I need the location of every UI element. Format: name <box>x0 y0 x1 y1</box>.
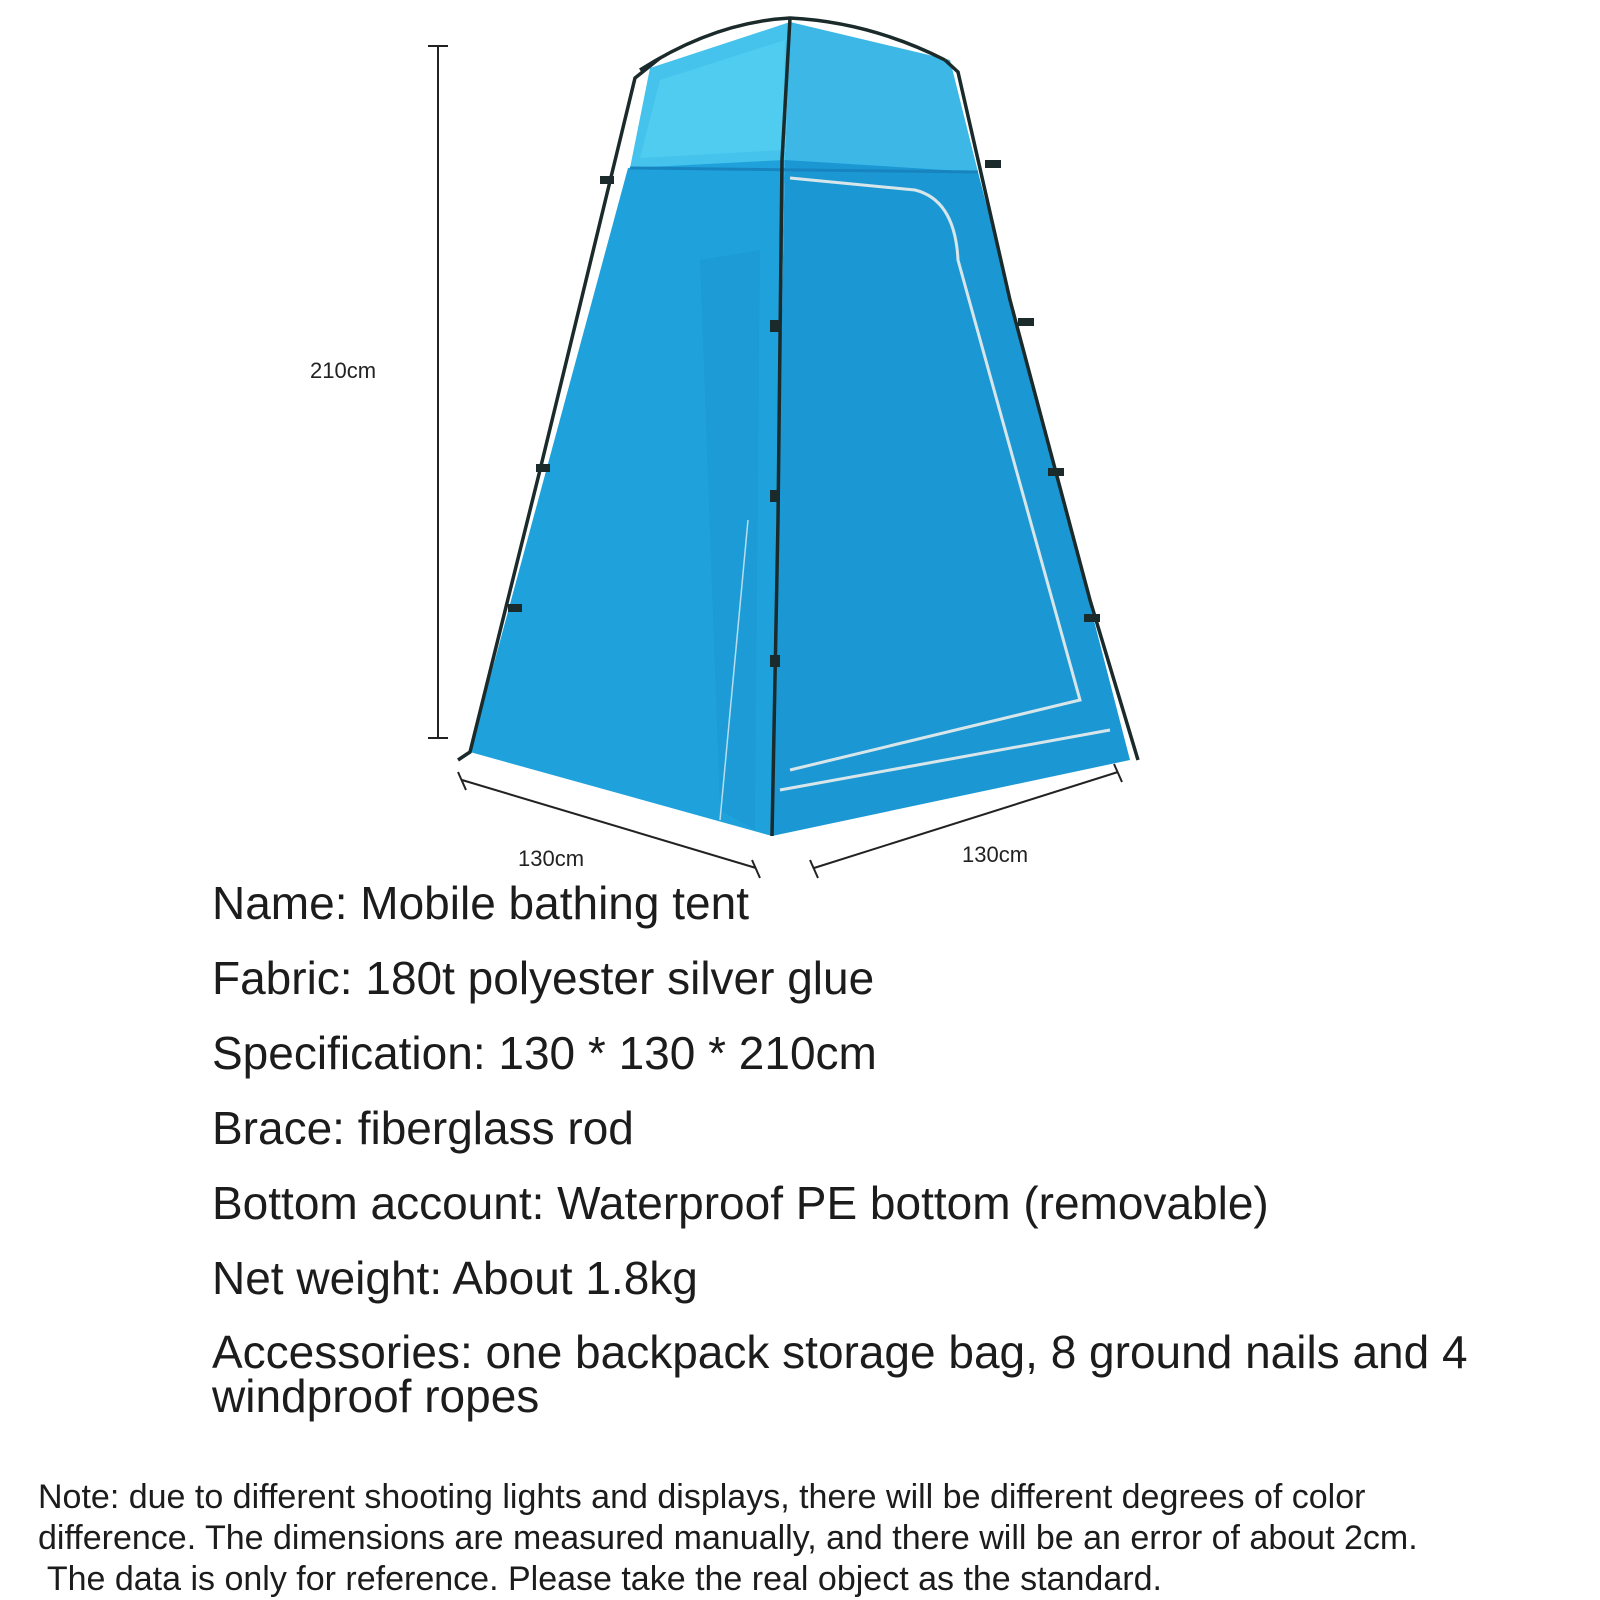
tent-right-panel <box>772 152 1130 836</box>
right-width-label: 130cm <box>962 842 1029 867</box>
note-line-2: difference. The dimensions are measured manually, and there will be an error of about 2cm. <box>38 1519 1418 1557</box>
note-line-3: The data is only for reference. Please take the real object as the standard. <box>38 1560 1162 1598</box>
spec-fabric: Fabric: 180t polyester silver glue <box>212 952 875 1004</box>
tent <box>470 22 1130 836</box>
left-width-label: 130cm <box>518 846 585 871</box>
spec-list <box>212 877 1582 1447</box>
note-line-1: Note: due to different shooting lights and displays, there will be different degrees of color <box>38 1478 1366 1516</box>
spec-bottom-account: Bottom account: Waterproof PE bottom (removable) <box>212 1177 1269 1229</box>
spec-net-weight: Net weight: About 1.8kg <box>212 1252 698 1304</box>
spec-brace: Brace: fiberglass rod <box>212 1102 634 1154</box>
height-dimension-line <box>428 46 448 738</box>
height-label: 210cm <box>310 358 377 383</box>
spec-specification: Specification: 130 * 130 * 210cm <box>212 1027 877 1079</box>
spec-accessories: Accessories: one backpack storage bag, 8 ground nails and 4 windproof ropes <box>212 1326 1468 1422</box>
spec-name: Name: Mobile bathing tent <box>212 877 749 929</box>
note-text <box>38 1477 1588 1600</box>
tent-top-right <box>785 22 978 172</box>
